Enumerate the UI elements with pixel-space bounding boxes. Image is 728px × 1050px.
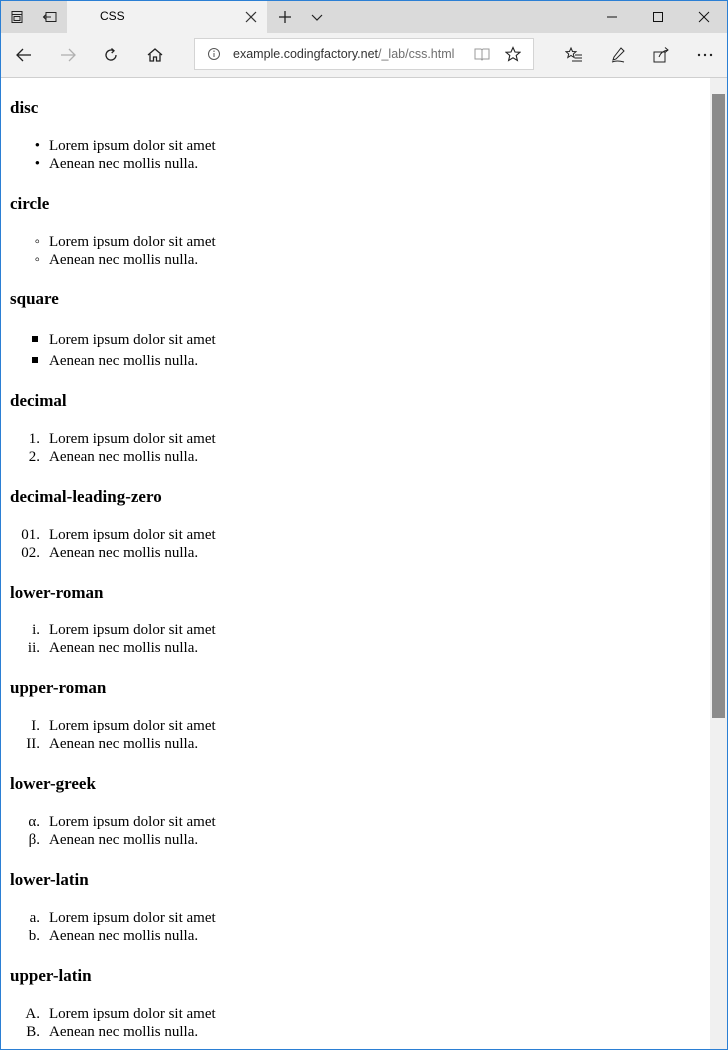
web-note-pen-icon[interactable]: [598, 37, 638, 73]
list-item: [1, 526, 601, 544]
page-content: [1, 78, 710, 1049]
section-lower-roman: [10, 583, 216, 656]
list-item: [1, 544, 601, 562]
list-item: [1, 909, 601, 927]
list-item: [1, 717, 601, 735]
heading-upper-roman: upper-roman: [10, 678, 107, 697]
url-text[interactable]: [233, 47, 454, 61]
square-bullet: [32, 336, 38, 342]
maximize-icon[interactable]: [635, 1, 681, 33]
url-host: example.codingfactory.net: [233, 47, 378, 61]
list-circle: [1, 233, 601, 269]
list-lower-greek: [1, 813, 601, 849]
home-icon[interactable]: [135, 37, 175, 73]
square-bullet: [32, 357, 38, 363]
section-lower-latin: [10, 870, 216, 944]
list-item-text: Lorem ipsum dolor sit amet: [49, 1006, 216, 1022]
heading-disc: disc: [10, 98, 39, 117]
list-upper-latin: [1, 1005, 601, 1041]
list-item: [1, 831, 601, 849]
close-window-icon[interactable]: [681, 1, 727, 33]
circle-bullet: ◦: [34, 252, 40, 268]
list-item-text: Aenean nec mollis nulla.: [49, 156, 199, 172]
list-marker: II.: [26, 736, 40, 752]
list-item-text: Aenean nec mollis nulla.: [49, 449, 199, 465]
list-item-text: Aenean nec mollis nulla.: [49, 252, 199, 268]
list-item: [1, 1005, 601, 1023]
navigation-toolbar: [1, 33, 727, 78]
section-decimal: [10, 391, 216, 465]
list-item: [1, 251, 601, 269]
share-icon[interactable]: [641, 37, 681, 73]
list-item: [1, 137, 601, 155]
list-item: [1, 352, 601, 373]
list-item-text: Aenean nec mollis nulla.: [49, 928, 199, 944]
favorite-star-icon[interactable]: [505, 46, 521, 67]
forward-arrow-icon[interactable]: [48, 37, 88, 73]
tab-bar: [1, 1, 727, 33]
list-item: [1, 448, 601, 466]
section-decimal-leading-zero: [10, 487, 216, 561]
section-circle: [10, 194, 216, 268]
list-marker: a.: [29, 910, 40, 926]
list-item-text: Aenean nec mollis nulla.: [49, 832, 199, 848]
list-item: [1, 813, 601, 831]
list-upper-roman: [1, 717, 601, 753]
list-item: [1, 331, 601, 352]
list-marker: ii.: [27, 640, 40, 656]
section-lower-greek: [10, 774, 216, 848]
list-lower-roman: [1, 621, 601, 657]
heading-upper-latin: upper-latin: [10, 966, 92, 985]
site-info-icon[interactable]: [207, 47, 221, 66]
list-marker: 1.: [28, 431, 40, 447]
close-tab-icon[interactable]: [235, 1, 267, 33]
minimize-icon[interactable]: [589, 1, 635, 33]
list-marker: α.: [28, 814, 40, 830]
heading-decimal: decimal: [10, 391, 67, 410]
heading-lower-latin: lower-latin: [10, 870, 89, 889]
list-item-text: Lorem ipsum dolor sit amet: [49, 527, 216, 543]
list-item: [1, 639, 601, 657]
list-item-text: Lorem ipsum dolor sit amet: [49, 138, 216, 154]
list-marker: 2.: [28, 449, 40, 465]
list-item-text: Lorem ipsum dolor sit amet: [49, 622, 216, 638]
circle-bullet: ◦: [34, 234, 40, 250]
favorites-hub-icon[interactable]: [554, 37, 594, 73]
list-item: [1, 927, 601, 945]
tab-preview-chevron-icon[interactable]: [301, 1, 333, 33]
list-item-text: Aenean nec mollis nulla.: [49, 736, 199, 752]
list-disc: [1, 137, 601, 173]
list-item: [1, 1023, 601, 1041]
list-item-text: Lorem ipsum dolor sit amet: [49, 910, 216, 926]
list-marker: I.: [31, 718, 40, 734]
tab-actions-icon[interactable]: [1, 1, 33, 33]
list-decimal-leading-zero: [1, 526, 601, 562]
section-disc: [10, 98, 216, 172]
list-marker: B.: [26, 1024, 40, 1040]
list-marker: A.: [25, 1006, 40, 1022]
set-aside-tabs-icon[interactable]: [34, 1, 66, 33]
list-item-text: Aenean nec mollis nulla.: [49, 1024, 199, 1040]
new-tab-icon[interactable]: [269, 1, 301, 33]
list-item: [1, 430, 601, 448]
tab-css[interactable]: [67, 1, 267, 33]
list-item: [1, 735, 601, 753]
heading-lower-roman: lower-roman: [10, 583, 104, 602]
disc-bullet: •: [34, 156, 40, 172]
list-item-text: Aenean nec mollis nulla.: [49, 353, 199, 369]
disc-bullet: •: [34, 138, 40, 154]
list-marker: 02.: [21, 545, 40, 561]
list-item-text: Lorem ipsum dolor sit amet: [49, 718, 216, 734]
list-item-text: Lorem ipsum dolor sit amet: [49, 814, 216, 830]
more-options-icon[interactable]: [685, 37, 725, 73]
section-square: [10, 289, 216, 369]
heading-decimal-leading-zero: decimal-leading-zero: [10, 487, 162, 506]
vertical-scrollbar[interactable]: [710, 78, 727, 1049]
list-item-text: Lorem ipsum dolor sit amet: [49, 431, 216, 447]
list-item-text: Lorem ipsum dolor sit amet: [49, 332, 216, 348]
address-bar[interactable]: [194, 38, 534, 70]
list-marker: 01.: [21, 527, 40, 543]
heading-square: square: [10, 289, 59, 308]
list-item: [1, 621, 601, 639]
refresh-icon[interactable]: [91, 37, 131, 73]
tab-title: CSS: [100, 9, 125, 23]
list-decimal: [1, 430, 601, 466]
list-item: [1, 155, 601, 173]
list-item: [1, 233, 601, 251]
section-upper-latin: [10, 966, 216, 1040]
reading-view-icon[interactable]: [474, 47, 490, 66]
section-upper-roman: [10, 678, 216, 752]
list-square: [1, 331, 601, 373]
list-item-text: Aenean nec mollis nulla.: [49, 545, 199, 561]
scrollbar-thumb[interactable]: [712, 94, 725, 718]
list-item-text: Lorem ipsum dolor sit amet: [49, 234, 216, 250]
heading-lower-greek: lower-greek: [10, 774, 96, 793]
back-arrow-icon[interactable]: [4, 37, 44, 73]
list-item-text: Aenean nec mollis nulla.: [49, 640, 199, 656]
heading-circle: circle: [10, 194, 50, 213]
url-path: /_lab/css.html: [378, 47, 455, 61]
list-marker: i.: [32, 622, 40, 638]
list-marker: b.: [28, 928, 40, 944]
list-lower-latin: [1, 909, 601, 945]
list-marker: β.: [28, 832, 40, 848]
